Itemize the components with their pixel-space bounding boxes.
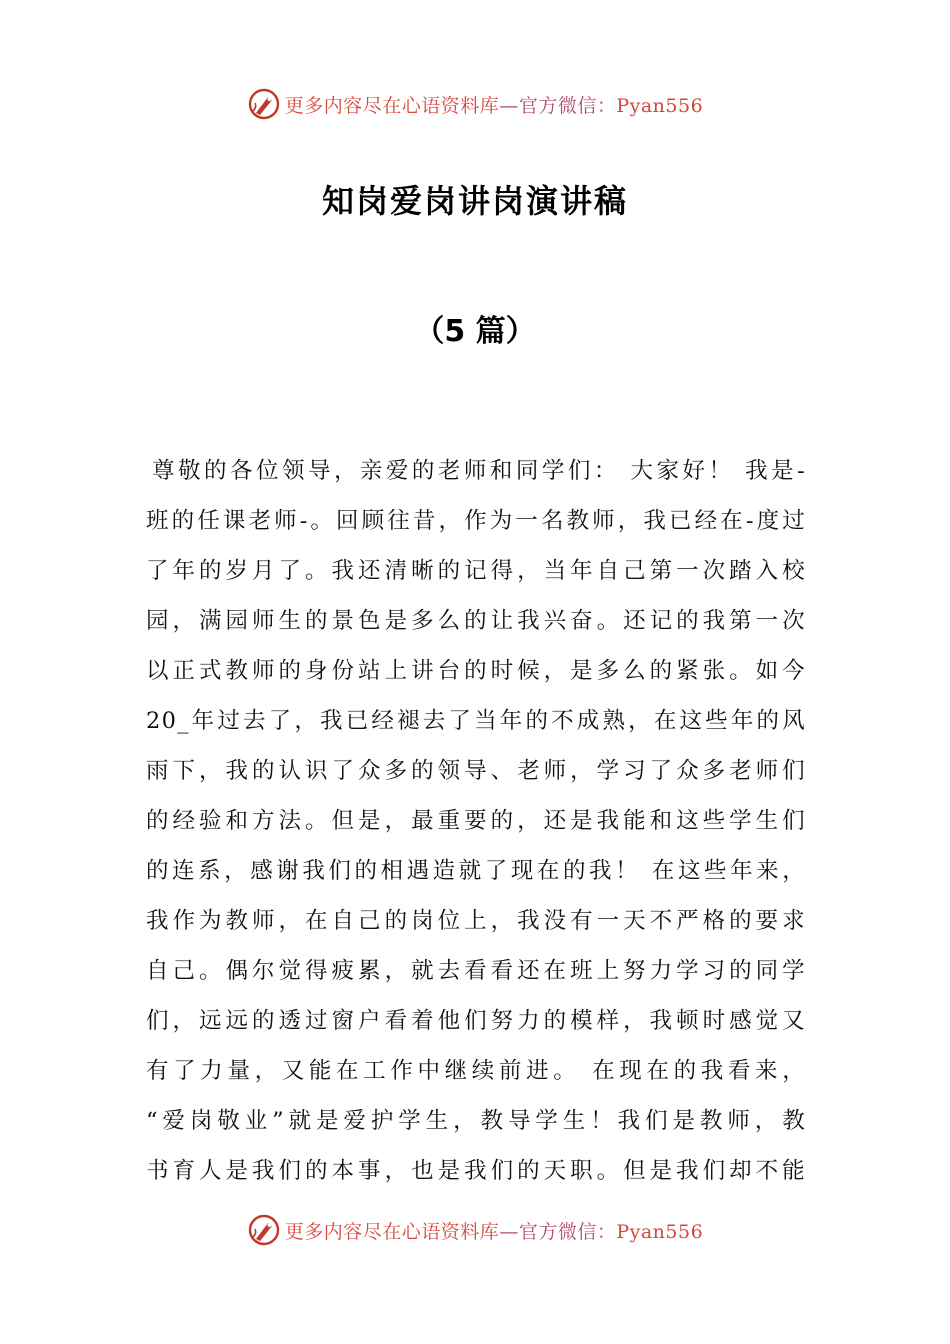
banner-separator-text: —官方微信： <box>499 94 617 117</box>
body-line: 们，远远的透过窗户看着他们努力的模样，我顿时感觉又 <box>146 1008 806 1034</box>
banner-wechat-id: Pyan556 <box>616 1220 704 1243</box>
body-line: 园，满园师生的景色是多么的让我兴奋。还记的我第一次 <box>146 608 806 634</box>
document-body <box>146 446 806 1196</box>
body-line: 的经验和方法。但是，最重要的，还是我能和这些学生们 <box>146 808 806 834</box>
pen-nib-logo-icon <box>247 1213 281 1247</box>
banner-separator-text: —官方微信： <box>499 1220 617 1243</box>
banner-wechat-id: Pyan556 <box>616 94 704 117</box>
pen-nib-logo-icon <box>247 87 281 121</box>
body-line: 了年的岁月了。我还清晰的记得，当年自己第一次踏入校 <box>146 558 806 584</box>
footer-banner <box>0 1210 950 1250</box>
document-subtitle: （5 篇） <box>414 314 536 349</box>
body-line: 以正式教师的身份站上讲台的时候，是多么的紧张。如今 <box>146 658 806 684</box>
document-title: 知岗爱岗讲岗演讲稿 <box>321 182 628 220</box>
body-line: 有了力量，又能在工作中继续前进。 在现在的我看来， <box>146 1058 806 1084</box>
banner-main-text: 更多内容尽在心语资料库 <box>284 94 500 117</box>
body-line: 班的任课老师-。回顾往昔，作为一名教师，我已经在-度过 <box>146 508 806 534</box>
body-line: 的连系，感谢我们的相遇造就了现在的我！ 在这些年来， <box>146 858 806 884</box>
body-line: 书育人是我们的本事，也是我们的天职。但是我们却不能 <box>146 1158 806 1184</box>
body-line: 我作为教师，在自己的岗位上，我没有一天不严格的要求 <box>146 908 806 934</box>
body-line: 自己。偶尔觉得疲累，就去看看还在班上努力学习的同学 <box>146 958 806 984</box>
banner-main-text: 更多内容尽在心语资料库 <box>284 1220 500 1243</box>
body-line: 20_年过去了，我已经褪去了当年的不成熟，在这些年的风 <box>146 708 806 734</box>
body-line: 雨下，我的认识了众多的领导、老师，学习了众多老师们 <box>146 758 806 784</box>
body-line: 尊敬的各位领导，亲爱的老师和同学们： 大家好！ 我是- <box>152 458 806 484</box>
header-banner <box>0 84 950 124</box>
body-line: “爱岗敬业”就是爱护学生，教导学生！我们是教师，教 <box>146 1108 806 1134</box>
